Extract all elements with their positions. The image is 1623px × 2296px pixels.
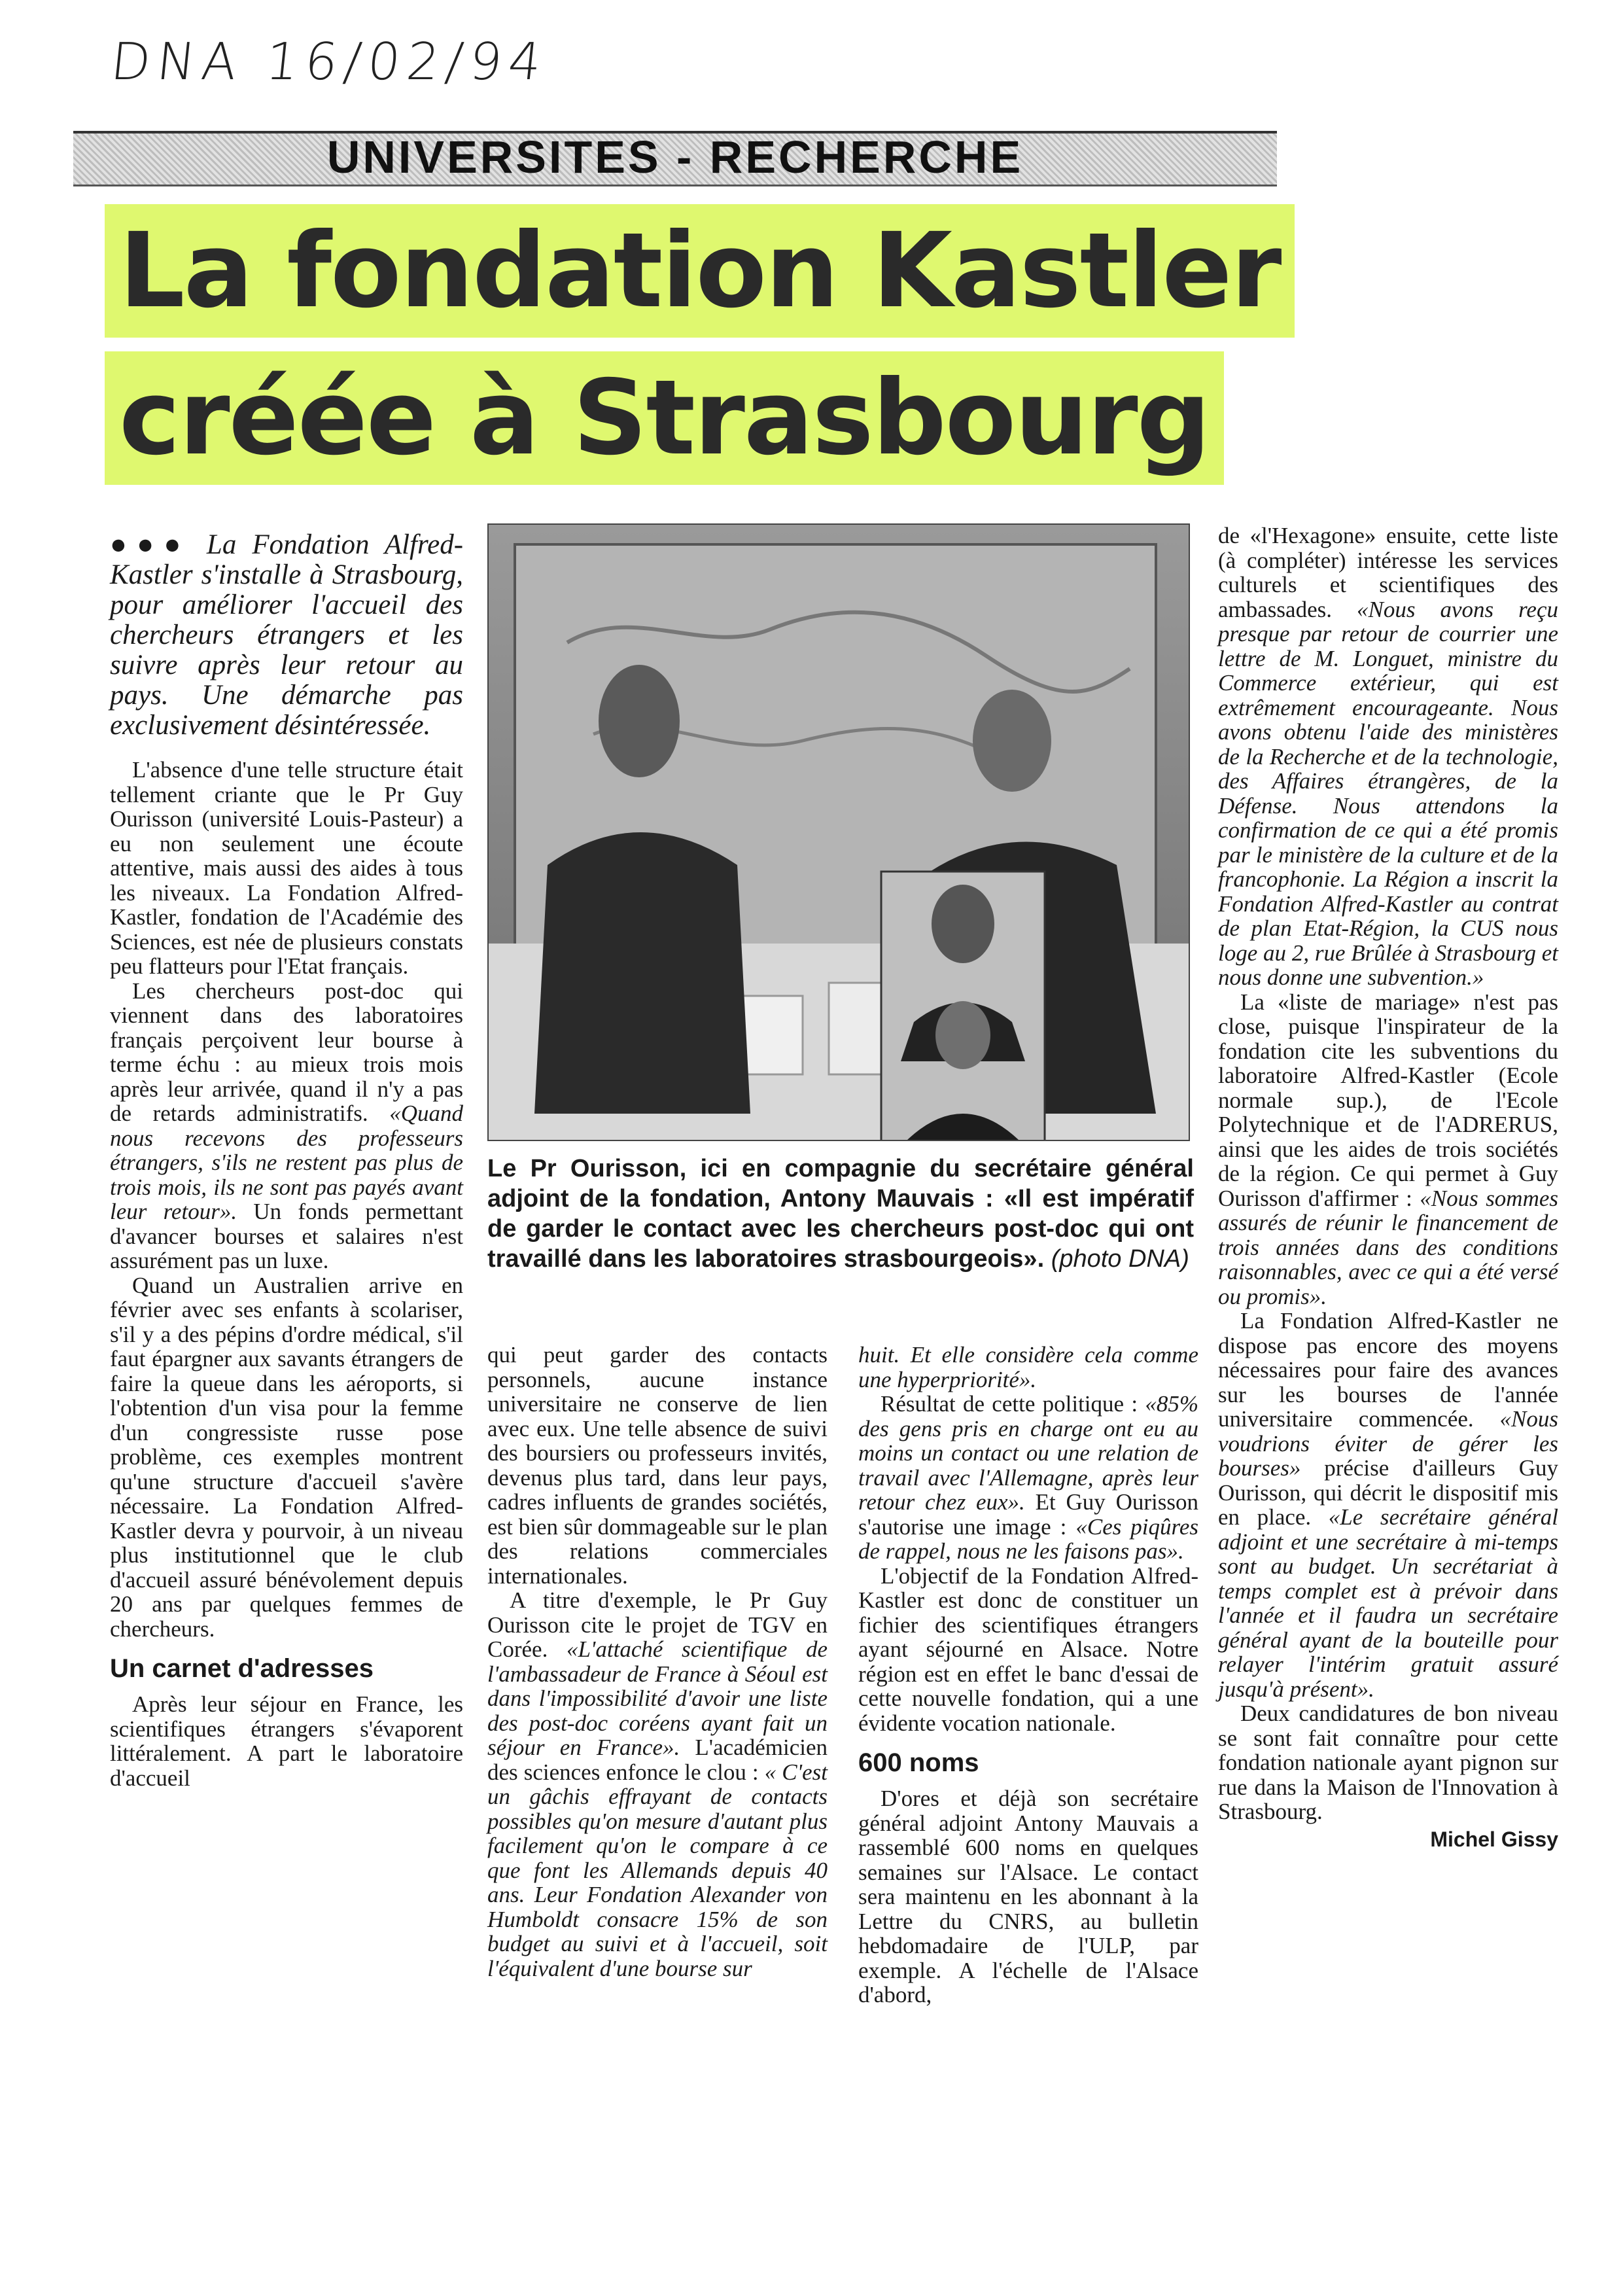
lead-text: La Fondation Alfred-Kastler s'installe à Strasbourg, pour améliorer l'accueil des chercheurs étrangers et les suivre après leur retour au pays. Une démarche pas exclusivement désintéressée. [110,529,464,741]
col1-paragraph-2 [110,979,463,1273]
signature-line [1218,1827,1558,1852]
col4-p2-start: La «liste de mariage» n'est pas close, puisque l'inspirateur de la fondation cite les subventions du laboratoire Alfred-Kastler (Ecole normale sup.), de l'Ecole Polytechnique et de l'ADRERUS, ainsi que les aides de trois sociétés de la région. Ce qui permet à Guy Ourisson d'affirmer : [1218,989,1558,1211]
subhead-600-noms: 600 noms [858,1748,979,1777]
col3-p2-mid: Et Guy Ourisson s'autorise une image : [858,1489,1199,1540]
caption-text: Le Pr Ourisson, ici en compagnie du secrétaire général adjoint de la fondation, Antony Mauvais : «Il est impératif de garder le contact avec les chercheurs post-doc qui ont travaillé dans les laboratoires strasbourgeois». [487,1155,1194,1273]
col4-paragraph-2 [1218,990,1558,1309]
col3-p2-quote: «85% des gens pris en charge ont eu au moins un contact ou une relation de travail avec l'Allemagne, après leur retour chez eux». [858,1391,1198,1515]
column-4 [1218,523,1558,1852]
col1-p2-start: Les chercheurs post-doc qui viennent dans des laboratoires français perçoivent leur bourse à terme échu : au mieux trois mois après leur arrivée, quand il n'y a pas de retards administratifs. [110,978,463,1126]
col4-p3-quote2: «Le secrétaire général adjoint et une secrétaire à mi-temps sont au budget. Un secrétariat à temps complet est à prévoir dans l'année et il faudra un secrétaire général ayant de la bouteille pour relayer l'intérim gratuit assuré jusqu'à présent». [1218,1504,1558,1702]
col3-paragraph-4: D'ores et déjà son secrétaire général adjoint Antony Mauvais a rassemblé 600 noms en quelques semaines sur l'Alsace. Le contact sera maintenu en les abonnant à la Lettre du CNRS, au bulletin hebdomadaire de l'ULP, par exemple. A l'échelle de l'Alsace d'abord, [858,1786,1198,2007]
lead-bullets: ●●● [110,529,191,560]
col2-p2-start: A titre d'exemple, le Pr Guy Ourisson cite le projet de TGV en Corée. [487,1587,828,1662]
col1-paragraph-4: Après leur séjour en France, les scientifiques étrangers s'évaporent littéralement. A part le laboratoire d'accueil [110,1691,463,1791]
column-2 [487,1343,828,1981]
col3-paragraph-3: L'objectif de la Fondation Alfred-Kastler est donc de constituer un fichier des scientifiques étrangers ayant séjourné en Alsace. Notre région est en effet le banc d'essai de cette nouvelle fondation, qui a une évidente vocation nationale. [858,1563,1198,1736]
subhead-carnet: Un carnet d'adresses [110,1654,374,1683]
photo-credit: (photo DNA) [1051,1245,1189,1273]
col1-p2-quote: «Quand nous recevons des professeurs étrangers, s'ils ne restent pas plus de trois mois, ils ne sont pas payés avant leur retour». [110,1101,463,1224]
col4-p3-start: La Fondation Alfred-Kastler ne dispose pas encore des moyens nécessaires pour faire des avances sur les bourses de l'année universitaire commencée. [1218,1308,1558,1432]
photo-illustration [489,525,1189,1140]
col4-p1-quote: «Nous avons reçu presque par retour de courrier une lettre de M. Longuet, ministre du Commerce extérieur, qui est extrêmement encourageante. Nous avons obtenu l'aide des ministères de la Recherche et de la technologie, des Affaires étrangères, de la Défense. Nous attendons la confirmation de ce qui a été promis par le ministère de la culture et de la francophonie. La Région a inscrit la Fondation Alfred-Kastler au contrat de plan Etat-Région, la CUS nous loge au 2, rue Brûlée à Strasbourg et nous donne une subvention.» [1218,596,1558,990]
col4-paragraph-4: Deux candidatures de bon niveau se sont fait connaître pour cette fondation nationale ayant pignon sur rue dans la Maison de l'Innovation à Strasbourg. [1218,1701,1558,1824]
headline-line-2 [105,358,1321,478]
section-rubric-text: UNIVERSITES - RECHERCHE [326,132,1024,183]
col3-paragraph-2 [858,1392,1198,1564]
column-3 [858,1343,1198,2007]
col2-p2-quote2: « C'est un gâchis effrayant de contacts possibles qu'on mesure d'autant plus facilement qu'on le compare à ce que font les Allemands depuis 40 ans. Leur Fondation Alexander von Humboldt consacre 15% de son budget au suivi et à l'accueil, soit l'équivalent d'une bourse sur [487,1759,828,1981]
col4-p2-quote: «Nous sommes assurés de réunir le financement de trois années dans des conditions raisonnables, avec ce qui a été versé ou promis». [1218,1185,1559,1309]
news-photo [487,523,1190,1141]
section-rubric-banner [73,131,1277,186]
col3-paragraph-1 [858,1343,1198,1392]
col4-paragraph-1 [1218,523,1558,990]
col4-p3-mid: précise d'ailleurs Guy Ourisson, qui décrit le dispositif mis en place. [1218,1455,1558,1530]
col1-paragraph-3: Quand un Australien arrive en février avec ses enfants à scolariser, s'il y a des pépins d'ordre médical, s'il faut épargner aux savants étrangers de faire la queue dans les aéroports, si l'obtention d'un visa pour la femme d'un congressiste russe pose problème, ces exemples montrent qu'une structure d'accueil s'avère nécessaire. La Fondation Alfred-Kastler devra y pourvoir, à un niveau plus institutionnel que le club d'accueil assuré bénévolement depuis 20 ans par quelques femmes de chercheurs. [110,1272,463,1642]
lead-paragraph [110,530,463,741]
col1-p2-end: Un fonds permettant d'avancer bourses et salaires n'est assurément pas un luxe. [110,1199,463,1273]
headline-line-1 [105,211,1321,331]
col4-p3-quote: «Nous voudrions éviter de gérer les bourses» [1218,1406,1558,1481]
column-1 [110,530,463,1790]
author-signature: Michel Gissy [1430,1827,1558,1851]
col3-p2-quote2: «Ces piqûres de rappel, nous ne les faisons pas». [858,1513,1199,1564]
col2-p2-mid: L'académicien des sciences enfonce le clou : [487,1735,828,1785]
col4-p1-start: de «l'Hexagone» ensuite, cette liste (à compléter) intéresse les services culturels et scientifiques des ambassades. [1218,523,1558,622]
col4-paragraph-3 [1218,1309,1558,1701]
col2-p2-quote: «L'attaché scientifique de l'ambassadeur de France à Séoul est dans l'impossibilité d'avoir une liste des post-doc coréens ayant fait un séjour en France». [487,1636,828,1760]
col2-paragraph-1: qui peut garder des contacts personnels, aucune instance universitaire ne conserve de lien avec eux. Une telle absence de suivi des boursiers ou professeurs invités, devenus plus tard, dans leur pays, cadres influents de grandes sociétés, est bien sûr dommageable sur le plan des relations commerciales internationales. [487,1342,828,1589]
photo-caption [487,1154,1194,1274]
headline-text-1: La fondation Kastler [105,204,1295,338]
headline-text-2: créée à Strasbourg [105,351,1224,485]
col3-p2-start: Résultat de cette politique : [881,1391,1138,1417]
col2-paragraph-2 [487,1588,828,1981]
col1-paragraph-1: L'absence d'une telle structure était tellement criante que le Pr Guy Ourisson (université Louis-Pasteur) a eu non seulement une écoute attentive, mais aussi des aides à tous les niveaux. La Fondation Alfred-Kastler, fondation de l'Académie des Sciences, est née de plusieurs constats peu flatteurs pour l'Etat français. [110,757,463,979]
col3-p1-quote: huit. Et elle considère cela comme une hyperpriorité». [858,1342,1198,1392]
handwritten-date-note: DNA 16/02/94 [108,33,551,92]
